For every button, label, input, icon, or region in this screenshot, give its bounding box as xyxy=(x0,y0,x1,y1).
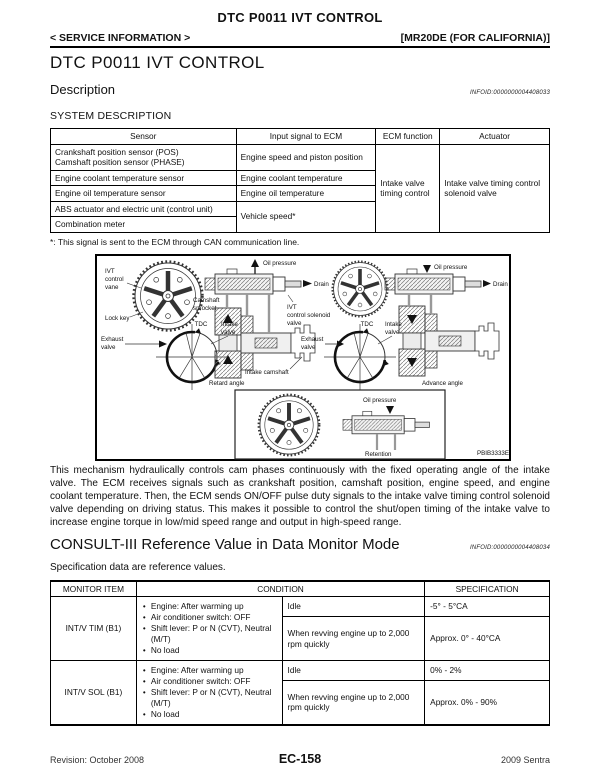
description-heading: Description xyxy=(50,82,116,97)
exhaust-arrow-icon xyxy=(159,340,167,347)
page-header-title: DTC P0011 IVT CONTROL xyxy=(217,10,383,25)
section-title: DTC P0011 IVT CONTROL xyxy=(50,53,265,72)
table-header-row xyxy=(51,129,550,145)
table-row xyxy=(51,597,550,617)
label-ivt-solenoid: control solenoid xyxy=(287,311,331,319)
oil-pressure-arrow-icon xyxy=(423,265,431,273)
retard-assembly xyxy=(101,259,331,390)
camshaft-sprocket-illustration xyxy=(134,261,203,330)
col-header-input-signal: Input signal to ECM xyxy=(236,129,376,145)
sensor-cell: Engine oil temperature sensor xyxy=(51,186,237,202)
advance-assembly xyxy=(301,261,508,390)
service-information-label: < SERVICE INFORMATION > xyxy=(50,32,191,44)
condition-item: • No load xyxy=(142,709,277,720)
label-drain: Drain xyxy=(493,280,508,288)
sub-condition-cell: When revving engine up to 2,000 rpm quickly xyxy=(282,617,425,661)
actuator-cell: Intake valve timing control solenoid valve xyxy=(440,144,550,232)
header-rule xyxy=(50,46,550,48)
infoid-code: INFOID:0000000004408033 xyxy=(470,90,550,96)
label-lock-key: Lock key xyxy=(105,314,130,322)
label-oil-pressure: Oil pressure xyxy=(434,263,468,271)
label-oil-pressure: Oil pressure xyxy=(263,259,297,267)
col-header-actuator: Actuator xyxy=(440,129,550,145)
mechanism-description-paragraph: This mechanism hydraulically controls cam phases continuously with the fixed operating angle of the intake valve. The ECM receives signals such as crankshaft position, camshaft position, engine speed, and engine coolant temperature. Then, the ECM sends ON/OFF pulse duty signals to the intake valve timing control solenoid valve depending on driving status. This makes it possible to control the shut/open timing of the intake valve to increase engine torque in low/mid speed range and output in high-speed range. xyxy=(50,464,550,528)
label-intake-valve: valve xyxy=(221,328,236,336)
consult-heading-row xyxy=(50,536,550,553)
leader-line xyxy=(378,336,392,344)
input-signal-cell: Engine coolant temperature xyxy=(236,170,376,186)
specification-cell: -5° - 5°CA xyxy=(425,597,550,617)
conditions-cell xyxy=(136,661,282,725)
condition-item: • Shift lever: P or N (CVT), Neutral (M/T) xyxy=(142,623,277,645)
label-retention: Retention xyxy=(365,450,392,458)
label-intake-valve: valve xyxy=(385,328,400,336)
condition-item: • Air conditioner switch: OFF xyxy=(142,612,277,623)
input-signal-cell: Engine speed and piston position xyxy=(236,144,376,170)
oil-pressure-arrow-icon xyxy=(251,259,259,267)
label-camshaft-sprocket: sprocket xyxy=(193,304,217,312)
label-ivt-solenoid: IVT xyxy=(287,303,297,311)
system-description-table xyxy=(50,128,550,233)
label-ivt-control-vane: vane xyxy=(105,283,119,291)
table-header-row xyxy=(51,581,550,597)
footer-revision: Revision: October 2008 xyxy=(50,755,145,765)
label-drain: Drain xyxy=(314,280,329,288)
system-description-heading: SYSTEM DESCRIPTION xyxy=(50,110,172,122)
solenoid-valve-illustration xyxy=(205,269,301,294)
retention-subfigure xyxy=(235,390,445,459)
sensor-cell xyxy=(51,144,237,170)
table-footnote: *: This signal is sent to the ECM through CAN communication line. xyxy=(50,236,300,247)
label-ivt-control-vane: control xyxy=(105,275,124,283)
label-ivt-control-vane: IVT xyxy=(105,267,115,275)
label-tdc: TDC xyxy=(360,320,374,328)
label-retard-angle: Retard angle xyxy=(209,379,245,387)
specification-cell: 0% - 2% xyxy=(425,661,550,681)
specification-cell: Approx. 0° - 40°CA xyxy=(425,617,550,661)
camshaft-sprocket-illustration xyxy=(332,261,387,316)
label-exhaust-valve: valve xyxy=(301,343,316,351)
condition-item: • Engine: After warming up xyxy=(142,601,277,612)
ivt-mechanism-diagram xyxy=(97,256,513,463)
label-ivt-solenoid: valve xyxy=(287,319,302,327)
label-intake-camshaft: Intake camshaft xyxy=(245,368,289,376)
col-header-sensor: Sensor xyxy=(51,129,237,145)
specification-note: Specification data are reference values. xyxy=(50,561,226,573)
condition-item: • Engine: After warming up xyxy=(142,665,277,676)
infoid-code: INFOID:0000000004408034 xyxy=(470,544,550,551)
input-signal-cell: Vehicle speed* xyxy=(236,201,376,232)
monitor-item-cell: INT/V TIM (B1) xyxy=(51,597,137,661)
sensor-cell: Engine coolant temperature sensor xyxy=(51,170,237,186)
sub-condition-cell: Idle xyxy=(282,597,425,617)
label-intake-valve: Intake xyxy=(221,320,238,328)
table-row xyxy=(51,144,550,170)
monitor-item-cell: INT/V SOL (B1) xyxy=(51,661,137,725)
engine-model-label: [MR20DE (FOR CALIFORNIA)] xyxy=(400,32,550,44)
ecm-function-cell: Intake valve timing control xyxy=(376,144,440,232)
sub-condition-cell: When revving engine up to 2,000 rpm quickly xyxy=(282,681,425,725)
sensor-line: Camshaft position sensor (PHASE) xyxy=(55,157,185,167)
table-row xyxy=(51,661,550,681)
label-exhaust-valve: valve xyxy=(101,343,116,351)
condition-item: • Air conditioner switch: OFF xyxy=(142,676,277,687)
drain-arrow-icon xyxy=(303,280,312,287)
sub-condition-cell: Idle xyxy=(282,661,425,681)
page-header-subrow xyxy=(50,32,550,44)
label-exhaust-valve: Exhaust xyxy=(101,335,124,343)
footer-page-number: EC-158 xyxy=(278,752,322,766)
sensor-cell: ABS actuator and electric unit (control unit) xyxy=(51,201,237,217)
consult-reference-table xyxy=(50,580,550,726)
label-intake-valve: Intake xyxy=(385,320,402,328)
condition-item: • Shift lever: P or N (CVT), Neutral (M/T) xyxy=(142,687,277,709)
footer-model-year: 2009 Sentra xyxy=(500,755,551,765)
label-camshaft-sprocket: Camshaft xyxy=(193,296,220,304)
description-heading-row xyxy=(50,82,550,97)
sensor-cell: Combination meter xyxy=(51,217,237,233)
ivt-mechanism-figure xyxy=(95,254,511,461)
drain-arrow-icon xyxy=(483,280,491,287)
solenoid-valve-illustration xyxy=(385,269,481,294)
label-oil-pressure: Oil pressure xyxy=(363,396,397,404)
conditions-cell xyxy=(136,597,282,661)
condition-item: • No load xyxy=(142,645,277,656)
label-advance-angle: Advance angle xyxy=(422,379,463,387)
label-tdc: TDC xyxy=(194,320,208,328)
col-header-ecm-function: ECM function xyxy=(376,129,440,145)
input-signal-cell: Engine oil temperature xyxy=(236,186,376,202)
specification-cell: Approx. 0% - 90% xyxy=(425,681,550,725)
col-header-specification: SPECIFICATION xyxy=(425,581,550,597)
consult-heading: CONSULT-III Reference Value in Data Monitor Mode xyxy=(50,535,400,553)
page-footer xyxy=(50,752,550,766)
col-header-condition: CONDITION xyxy=(136,581,424,597)
label-exhaust-valve: Exhaust xyxy=(301,335,324,343)
figure-code: PBIB3333E xyxy=(477,449,509,457)
col-header-monitor-item: MONITOR ITEM xyxy=(51,581,137,597)
sensor-line: Crankshaft position sensor (POS) xyxy=(55,146,179,157)
